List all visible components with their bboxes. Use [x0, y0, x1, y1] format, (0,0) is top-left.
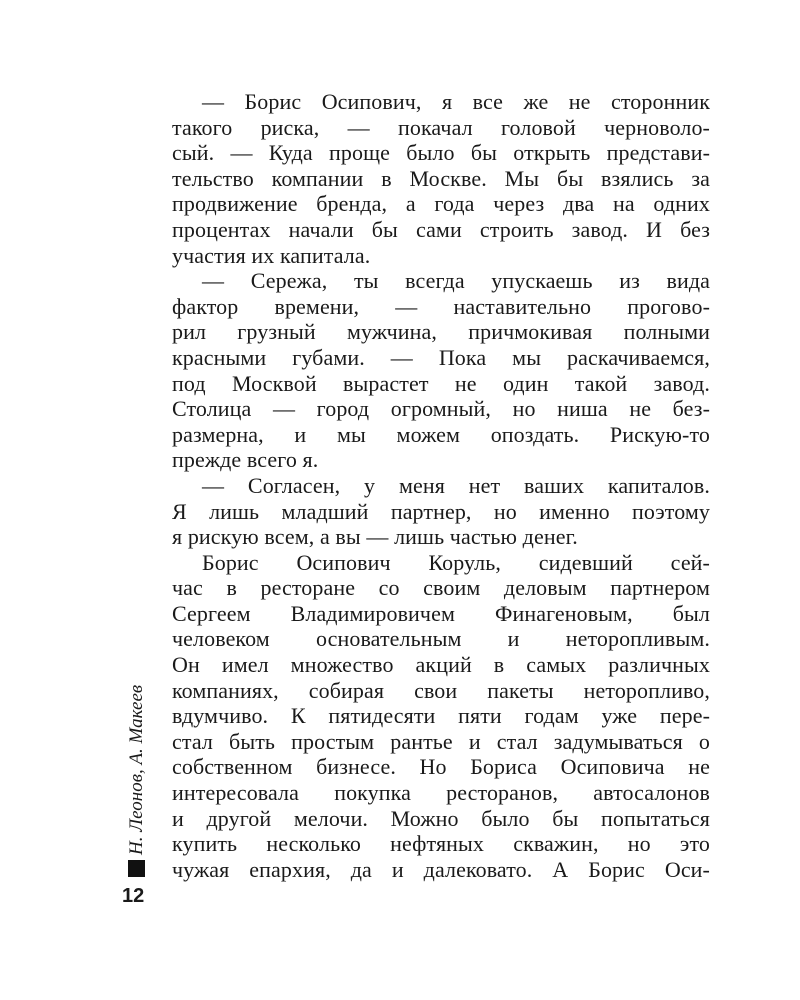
text-line: Борис Осипович Коруль, сидевший сей- — [202, 549, 710, 575]
text-line: под Москвой вырастет не один такой завод. — [172, 370, 710, 396]
text-line: компаниях, собирая свои пакеты неторопливо, — [172, 677, 710, 703]
square-marker-icon — [128, 860, 145, 877]
text-line: фактор времени, — наставительно проговo- — [172, 293, 710, 319]
text-line: рил грузный мужчина, причмокивая полными — [172, 319, 710, 345]
text-line: человеком основательным и неторопливым. — [172, 626, 710, 652]
text-line: тельство компании в Москве. Мы бы взялись за — [172, 165, 710, 191]
text-line: — Согласен, у меня нет ваших капиталов. — [202, 472, 710, 498]
body-text — [172, 89, 710, 882]
text-line: стал быть простым рантье и стал задумываться о — [172, 728, 710, 754]
text-line: — Сережа, ты всегда упускаешь из вида — [202, 268, 710, 294]
text-line: чужая епархия, да и далековато. А Борис Оси- — [172, 856, 710, 882]
text-line: собственном бизнесе. Но Бориса Осиповича не — [172, 754, 710, 780]
text-line: такого риска, — покачал головой черноволо- — [172, 114, 710, 140]
text-line: продвижение бренда, а года через два на одних — [172, 191, 710, 217]
text-line: Столица — город огромный, но ниша не без- — [172, 396, 710, 422]
text-line: Я лишь младший партнер, но именно поэтому — [172, 498, 710, 524]
text-line: прежде всего я. — [172, 447, 319, 473]
text-line: час в ресторане со своим деловым партнером — [172, 575, 710, 601]
text-line: участия их капитала. — [172, 242, 371, 268]
running-head: Н. Леонов, А. Макеев — [126, 684, 147, 855]
text-line: сый. — Куда проще было бы открыть представи- — [172, 140, 710, 166]
text-line: — Борис Осипович, я все же не сторонник — [202, 89, 710, 114]
text-line: Он имел множество акций в самых различных — [172, 652, 710, 678]
text-line: процентах начали бы сами строить завод. И без — [172, 216, 710, 242]
page-number: 12 — [122, 885, 145, 907]
text-line: и другой мелочи. Можно было бы попытаться — [172, 805, 710, 831]
text-line: я рискую всем, а вы — лишь частью денег. — [172, 524, 578, 550]
text-line: купить несколько нефтяных скважин, но это — [172, 831, 710, 857]
text-line: красными губами. — Пока мы раскачиваемся, — [172, 344, 710, 370]
text-line: вдумчиво. К пятидесяти пяти годам уже пере- — [172, 703, 710, 729]
text-line: Сергеем Владимировичем Финагеновым, был — [172, 600, 710, 626]
text-line: размерна, и мы можем опоздать. Рискую-то — [172, 421, 710, 447]
text-line: интересовала покупка ресторанов, автосалонов — [172, 780, 710, 806]
